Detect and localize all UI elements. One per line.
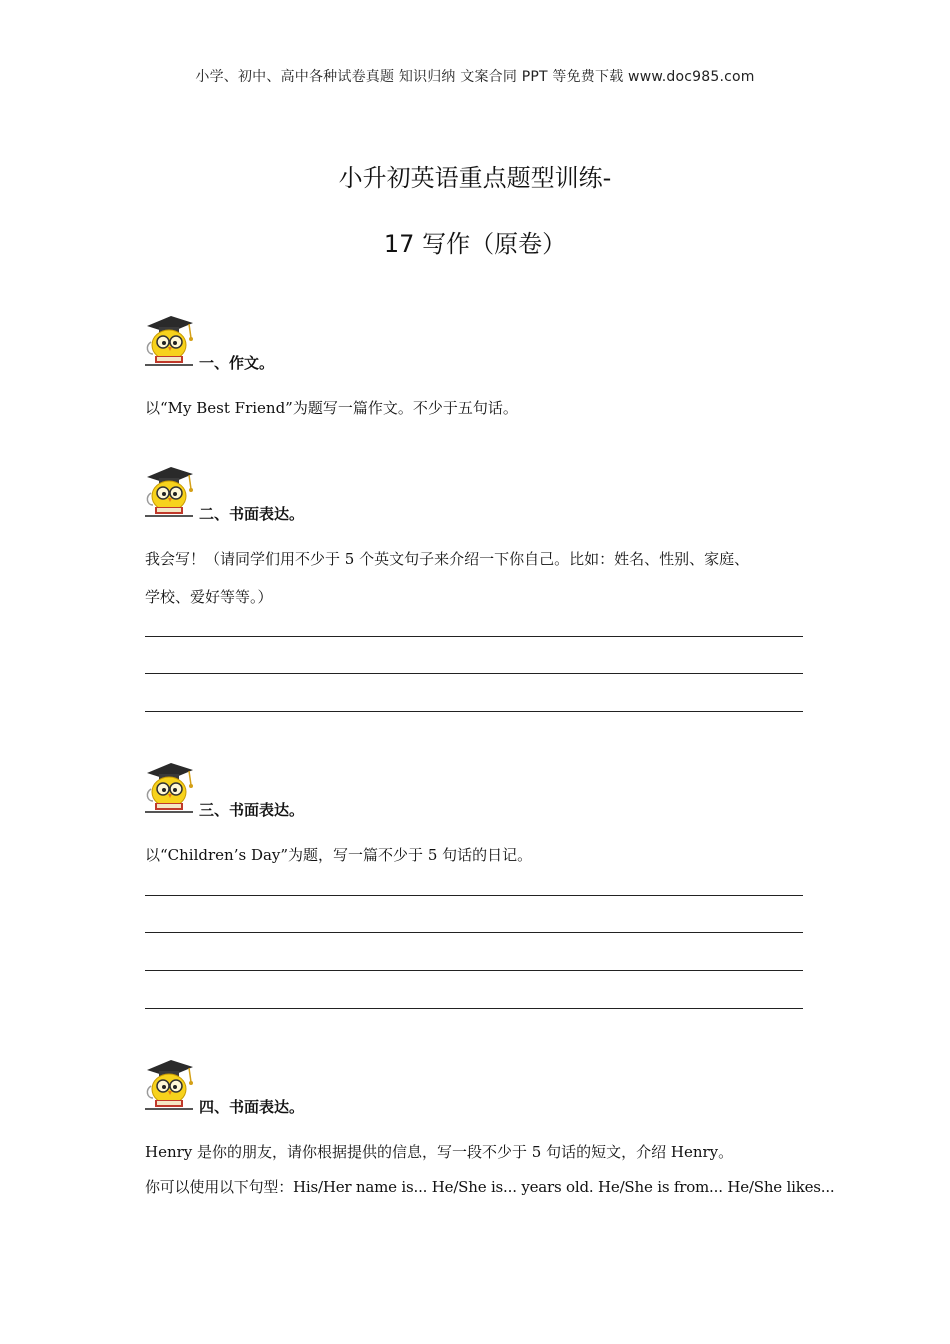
graduate-owl-mascot-icon: [141, 312, 199, 368]
section-1-instruction: 以“My Best Friend”为题写一篇作文。不少于五句话。: [145, 399, 518, 417]
answer-line[interactable]: [145, 711, 803, 712]
section-4-instruction-line-2: 你可以使用以下句型：His/Her name is... He/She is... years old. He/She is from... He/She likes...: [145, 1178, 835, 1196]
section-3-heading: 三、书面表达。: [199, 801, 305, 819]
answer-line[interactable]: [145, 636, 803, 637]
section-2-instruction-line-1: 我会写！（请同学们用不少于 5 个英文句子来介绍一下你自己。比如：姓名、性别、家庭、: [145, 550, 750, 568]
answer-line[interactable]: [145, 1008, 803, 1009]
section-3-instruction: 以“Children’s Day”为题，写一篇不少于 5 句话的日记。: [145, 846, 533, 864]
section-2-heading: 二、书面表达。: [199, 505, 305, 523]
section-4-instruction-line-1: Henry 是你的朋友，请你根据提供的信息，写一段不少于 5 句话的短文，介绍 Henry。: [145, 1143, 734, 1161]
section-1-heading: 一、作文。: [199, 354, 275, 372]
graduate-owl-mascot-icon: [141, 759, 199, 815]
section-2-instruction-line-2: 学校、爱好等等。）: [145, 588, 273, 606]
page-header: 小学、初中、高中各种试卷真题 知识归纳 文案合同 PPT 等免费下载 www.doc985.com: [195, 69, 755, 85]
answer-line[interactable]: [145, 970, 803, 971]
graduate-owl-mascot-icon: [141, 1056, 199, 1112]
page-title-line-1: 小升初英语重点题型训练-: [338, 164, 612, 192]
answer-line[interactable]: [145, 895, 803, 896]
graduate-owl-mascot-icon: [141, 463, 199, 519]
answer-line[interactable]: [145, 673, 803, 674]
answer-line[interactable]: [145, 932, 803, 933]
page-title-line-2: 17 写作（原卷）: [383, 230, 567, 258]
section-4-heading: 四、书面表达。: [199, 1098, 305, 1116]
